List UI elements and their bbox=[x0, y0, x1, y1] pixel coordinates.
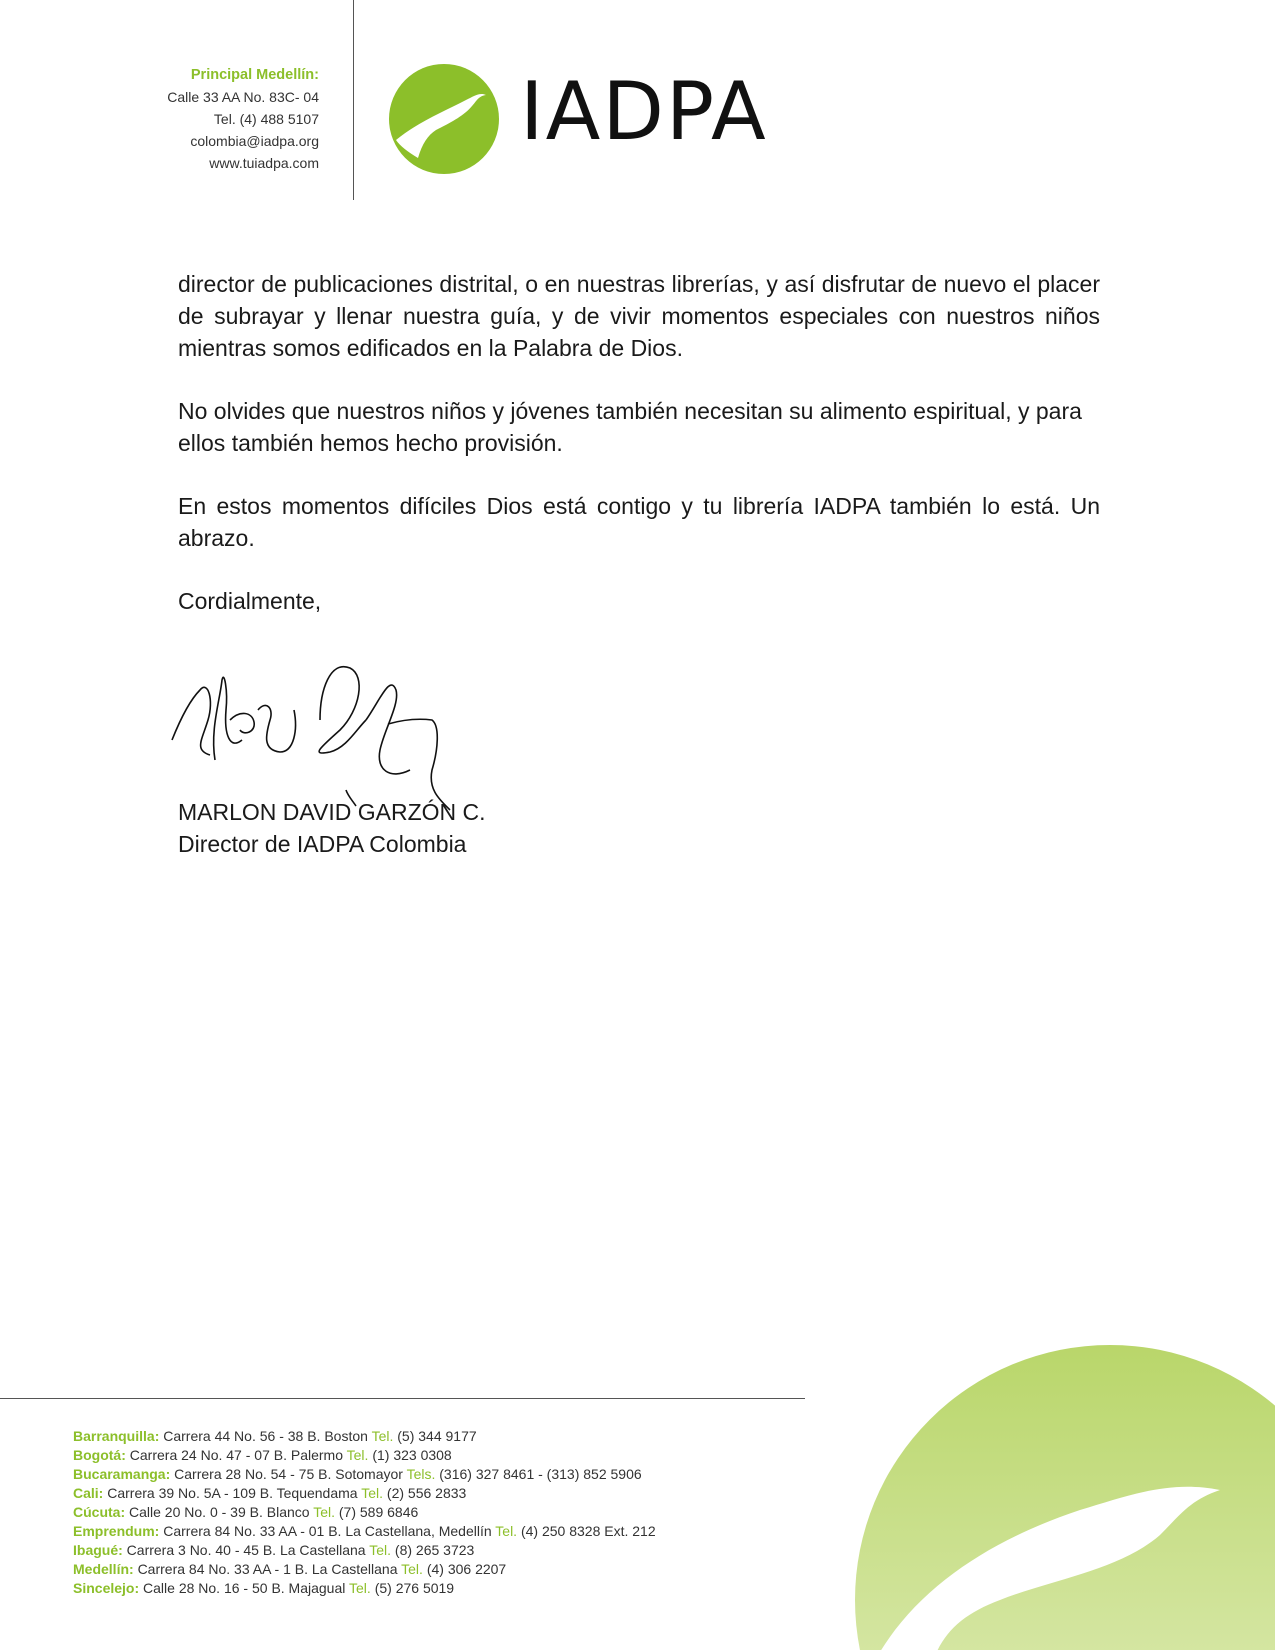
office-address: Calle 20 No. 0 - 39 B. Blanco bbox=[129, 1504, 310, 1520]
office-phone: Tel. (4) 488 5107 bbox=[213, 111, 319, 127]
office-tel-label: Tels. bbox=[406, 1466, 436, 1482]
office-tel-label: Tel. bbox=[361, 1485, 384, 1501]
office-city: Bogotá: bbox=[73, 1447, 126, 1463]
letter-body bbox=[178, 268, 1100, 648]
office-phone: (2) 556 2833 bbox=[386, 1485, 467, 1501]
office-address: Carrera 24 No. 47 - 07 B. Palermo bbox=[129, 1447, 343, 1463]
office-tel-label: Tel. bbox=[313, 1504, 335, 1520]
office-phone: (316) 327 8461 - (313) 852 5906 bbox=[439, 1466, 642, 1482]
footer-logo-watermark-icon bbox=[850, 1340, 1275, 1650]
office-address: Calle 28 No. 16 - 50 B. Majagual bbox=[143, 1580, 346, 1596]
office-city: Sincelejo: bbox=[73, 1580, 140, 1596]
office-city: Bucaramanga: bbox=[73, 1466, 171, 1482]
paragraph-2: No olvides que nuestros niños y jóvenes también necesitan su alimento espiritual, y para ellos también hemos hecho provisión. bbox=[178, 398, 1082, 456]
office-row bbox=[73, 1465, 656, 1484]
logo-wordmark: IADPA bbox=[520, 65, 768, 158]
office-city: Emprendum: bbox=[73, 1523, 160, 1539]
signer-block bbox=[178, 796, 486, 860]
paragraph-3: En estos momentos difíciles Dios está contigo y tu librería IADPA también lo está. Un abrazo. bbox=[178, 493, 1100, 551]
office-phone: (4) 306 2207 bbox=[426, 1561, 507, 1577]
office-address: Carrera 84 No. 33 AA - 01 B. La Castellana, Medellín bbox=[163, 1523, 492, 1539]
office-tel-label: Tel. bbox=[369, 1542, 392, 1558]
office-row bbox=[73, 1503, 656, 1522]
office-address: Carrera 39 No. 5A - 109 B. Tequendama bbox=[107, 1485, 358, 1501]
office-address: Calle 33 AA No. 83C- 04 bbox=[167, 89, 319, 105]
office-row bbox=[73, 1579, 656, 1598]
office-tel-label: Tel. bbox=[346, 1447, 369, 1463]
office-row bbox=[73, 1446, 656, 1465]
office-city: Barranquilla: bbox=[73, 1428, 160, 1444]
office-tel-label: Tel. bbox=[371, 1428, 394, 1444]
office-address: Carrera 3 No. 40 - 45 B. La Castellana bbox=[126, 1542, 366, 1558]
office-phone: (8) 265 3723 bbox=[394, 1542, 475, 1558]
paragraph-1: director de publicaciones distrital, o en nuestras librerías, y así disfrutar de nuevo el placer de subrayar y llenar nuestra guía, y de vivir momentos especiales con nuestros niños mientras somos edificados en la Palabra de Dios. bbox=[178, 271, 1100, 361]
office-website[interactable]: www.tuiadpa.com bbox=[209, 155, 319, 171]
office-phone: (1) 323 0308 bbox=[372, 1447, 452, 1463]
office-row bbox=[73, 1522, 656, 1541]
header-contact-block bbox=[167, 64, 319, 174]
office-tel-label: Tel. bbox=[495, 1523, 518, 1539]
office-address: Carrera 44 No. 56 - 38 B. Boston bbox=[163, 1428, 368, 1444]
office-city: Cúcuta: bbox=[73, 1504, 126, 1520]
office-city: Ibagué: bbox=[73, 1542, 123, 1558]
office-label: Principal Medellín: bbox=[190, 67, 319, 83]
signer-name: MARLON DAVID GARZÓN C. bbox=[178, 799, 486, 825]
office-city: Medellín: bbox=[73, 1561, 134, 1577]
office-phone: (7) 589 6846 bbox=[338, 1504, 419, 1520]
office-phone: (5) 276 5019 bbox=[374, 1580, 455, 1596]
iadpa-logo-icon bbox=[388, 62, 500, 176]
office-tel-label: Tel. bbox=[401, 1561, 423, 1577]
office-phone: (4) 250 8328 Ext. 212 bbox=[520, 1523, 656, 1539]
office-city: Cali: bbox=[73, 1485, 104, 1501]
office-address: Carrera 28 No. 54 - 75 B. Sotomayor bbox=[174, 1466, 403, 1482]
closing: Cordialmente, bbox=[178, 588, 322, 614]
office-phone: (5) 344 9177 bbox=[397, 1428, 477, 1444]
office-address: Carrera 84 No. 33 AA - 1 B. La Castellana bbox=[137, 1561, 398, 1577]
office-row bbox=[73, 1484, 656, 1503]
office-email[interactable]: colombia@iadpa.org bbox=[190, 133, 319, 149]
office-list bbox=[73, 1427, 656, 1598]
office-row bbox=[73, 1560, 656, 1579]
office-row bbox=[73, 1541, 656, 1560]
footer-divider bbox=[0, 1398, 805, 1399]
office-tel-label: Tel. bbox=[349, 1580, 371, 1596]
signer-title: Director de IADPA Colombia bbox=[178, 831, 467, 857]
header-divider bbox=[353, 0, 354, 200]
office-row bbox=[73, 1427, 656, 1446]
